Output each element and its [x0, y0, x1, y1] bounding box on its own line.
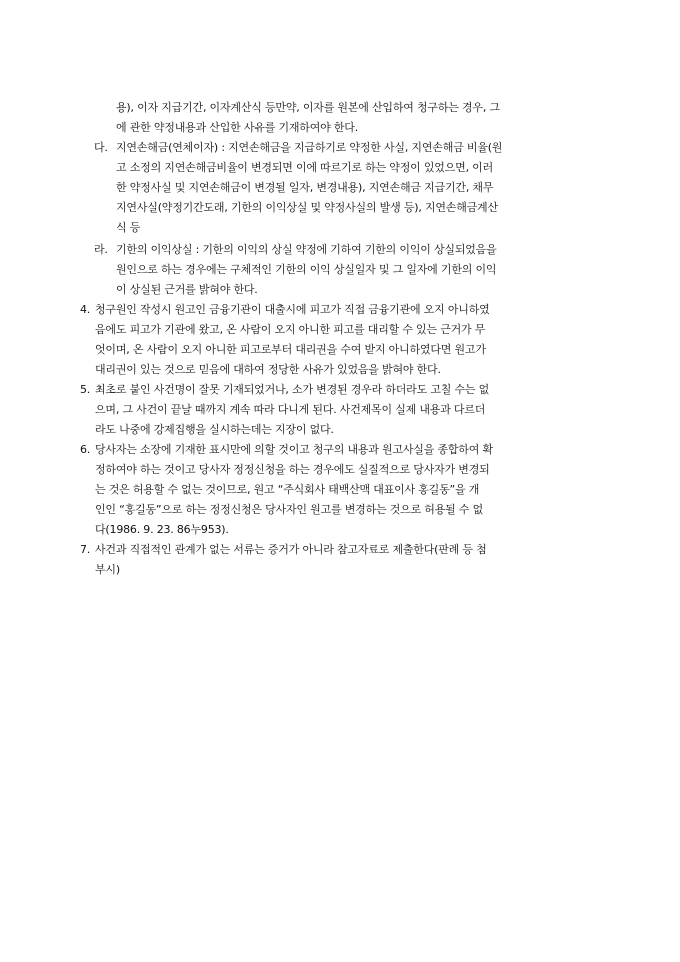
paragraph-line: 이 상실된 근거를 밝혀야 한다. [116, 283, 258, 296]
paragraph-line: 최초로 붙인 사건명이 잘못 기재되었거나, 소가 변경된 경우라 하더라도 고칠 수는 없 [95, 383, 490, 396]
list-marker: 6. [80, 443, 91, 456]
list-marker: 7. [80, 543, 91, 556]
list-marker: 다. [94, 141, 108, 154]
continuation-paragraph [116, 98, 602, 138]
list-item-ra [94, 240, 602, 300]
paragraph-line: 한 약정사실 및 지연손해금이 변경될 일자, 변경내용), 지연손해금 지급기간, 채무 [116, 181, 494, 194]
paragraph-line: 지연사실(약정기간도래, 기한의 이익상실 및 약정사실의 발생 등), 지연손해금계산 [116, 201, 498, 214]
paragraph-line: 엇이며, 온 사람이 오지 아니한 피고로부터 대리권을 수여 받지 아니하였다면 원고가 [95, 343, 486, 356]
paragraph-line: 당사자는 소장에 기재한 표시만에 의할 것이고 청구의 내용과 원고사실을 종합하여 확 [95, 443, 493, 456]
paragraph-line: 으며, 그 사건이 끝날 때까지 계속 따라 다니게 된다. 사건제목이 실제 내용과 다르더 [95, 403, 486, 416]
paragraph-line: 지연손해금(연체이자) : 지연손해금을 지급하기로 약정한 사실, 지연손해금 비율(원 [116, 141, 503, 154]
list-marker: 5. [80, 383, 91, 396]
paragraph-line: 음에도 피고가 기관에 왔고, 온 사람이 오지 아니한 피고를 대리할 수 있는 근거가 무 [95, 323, 486, 336]
paragraph-line: 대리권이 있는 것으로 믿음에 대하여 정당한 사유가 있었음을 밝혀야 한다. [95, 363, 441, 376]
list-item-5 [80, 380, 602, 440]
list-marker: 4. [80, 303, 91, 316]
paragraph-line: 청구원인 작성시 원고인 금융기관이 대출시에 피고가 직접 금융기관에 오지 아니하였 [95, 303, 490, 316]
paragraph-line: 식 등 [116, 221, 141, 234]
paragraph-line: 사건과 직접적인 관계가 없는 서류는 증거가 아니라 참고자료로 제출한다(판례 등 첨 [95, 543, 487, 556]
list-item-da [94, 138, 602, 238]
paragraph-line: 다(1986. 9. 23. 86누953). [95, 523, 229, 536]
list-item-4 [80, 300, 602, 380]
paragraph-line: 인인 “홍길동”으로 하는 정정신청은 당사자인 원고를 변경하는 것으로 허용될 수 없 [95, 503, 484, 516]
paragraph-line: 기한의 이익상실 : 기한의 이익의 상실 약정에 기하여 기한의 이익이 상실되었음을 [116, 243, 497, 256]
list-marker: 라. [94, 243, 108, 256]
paragraph-line: 라도 나중에 강제집행을 실시하는데는 지장이 없다. [95, 423, 334, 436]
paragraph-line: 원인으로 하는 경우에는 구체적인 기한의 이익 상실일자 및 그 일자에 기한의 이익 [116, 263, 497, 276]
list-item-6 [80, 440, 602, 540]
paragraph-line: 정하여야 하는 것이고 당사자 정정신청을 하는 경우에도 실질적으로 당사자가 변경되 [95, 463, 490, 476]
paragraph-line: 는 것은 허용할 수 없는 것이므로, 원고 “주식회사 태백산맥 대표이사 홍길동”을 개 [95, 483, 480, 496]
paragraph-line: 부시) [95, 563, 120, 576]
paragraph-line: 고 소정의 지연손해금비율이 변경되면 이에 따르기로 하는 약정이 있었으면, 이러 [116, 161, 494, 174]
paragraph-line: 에 관한 약정내용과 산입한 사유를 기재하여야 한다. [116, 121, 359, 134]
list-item-7 [80, 540, 602, 580]
paragraph-line: 용), 이자 지급기간, 이자계산식 등만약, 이자를 원본에 산입하여 청구하는 경우, 그 [116, 101, 500, 114]
